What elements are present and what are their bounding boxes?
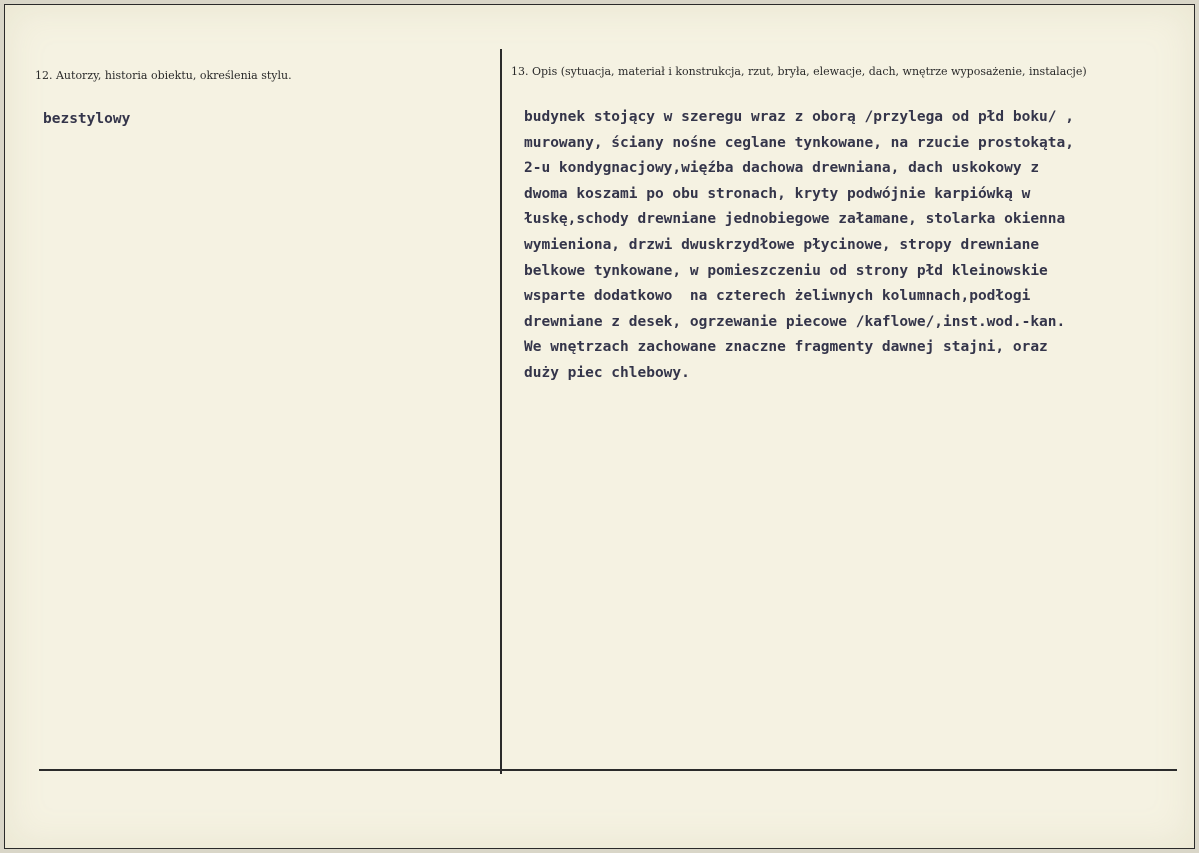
column-divider [500,49,502,774]
description-line: wsparte dodatkowo na czterech żeliwnych kolumnach,podłogi [524,288,1031,305]
description-line: budynek stojący w szeregu wraz z oborą /przylega od płd boku/ , [524,109,1074,125]
bottom-rule [39,769,1177,771]
description-line: murowany, ściany nośne ceglane tynkowane, na rzucie prostokąta, [524,134,1074,151]
section-13-heading: 13. Opis (sytuacja, materiał i konstrukcja, rzut, bryła, elewacje, dach, wnętrze wyposażenie, instalacje) [511,65,1087,78]
description-line: 2-u kondygnacjowy,więźba dachowa drewniana, dach uskokowy z [524,160,1040,177]
description-line: duży piec chlebowy. [524,364,690,381]
description-line: drewniane z desek, ogrzewanie piecowe /kaflowe/,inst.wod.-kan. [524,313,1066,330]
description-line: belkowe tynkowane, w pomieszczeniu od strony płd kleinowskie [524,262,1048,279]
description-line: We wnętrzach zachowane znaczne fragmenty dawnej stajni, oraz [524,339,1048,356]
description-line: wymieniona, drzwi dwuskrzydłowe płycinowe, stropy drewniane [524,236,1040,253]
section-12-heading: 12. Autorzy, historia obiektu, określenia stylu. [35,69,292,82]
description-line: dwoma koszami po obu stronach, kryty podwójnie karpiówką w [524,185,1031,202]
record-card [4,4,1195,849]
style-value: bezstylowy [43,111,131,127]
description-line: łuskę,schody drewniane jednobiegowe załamane, stolarka okienna [524,211,1066,228]
description-text [524,105,1074,387]
